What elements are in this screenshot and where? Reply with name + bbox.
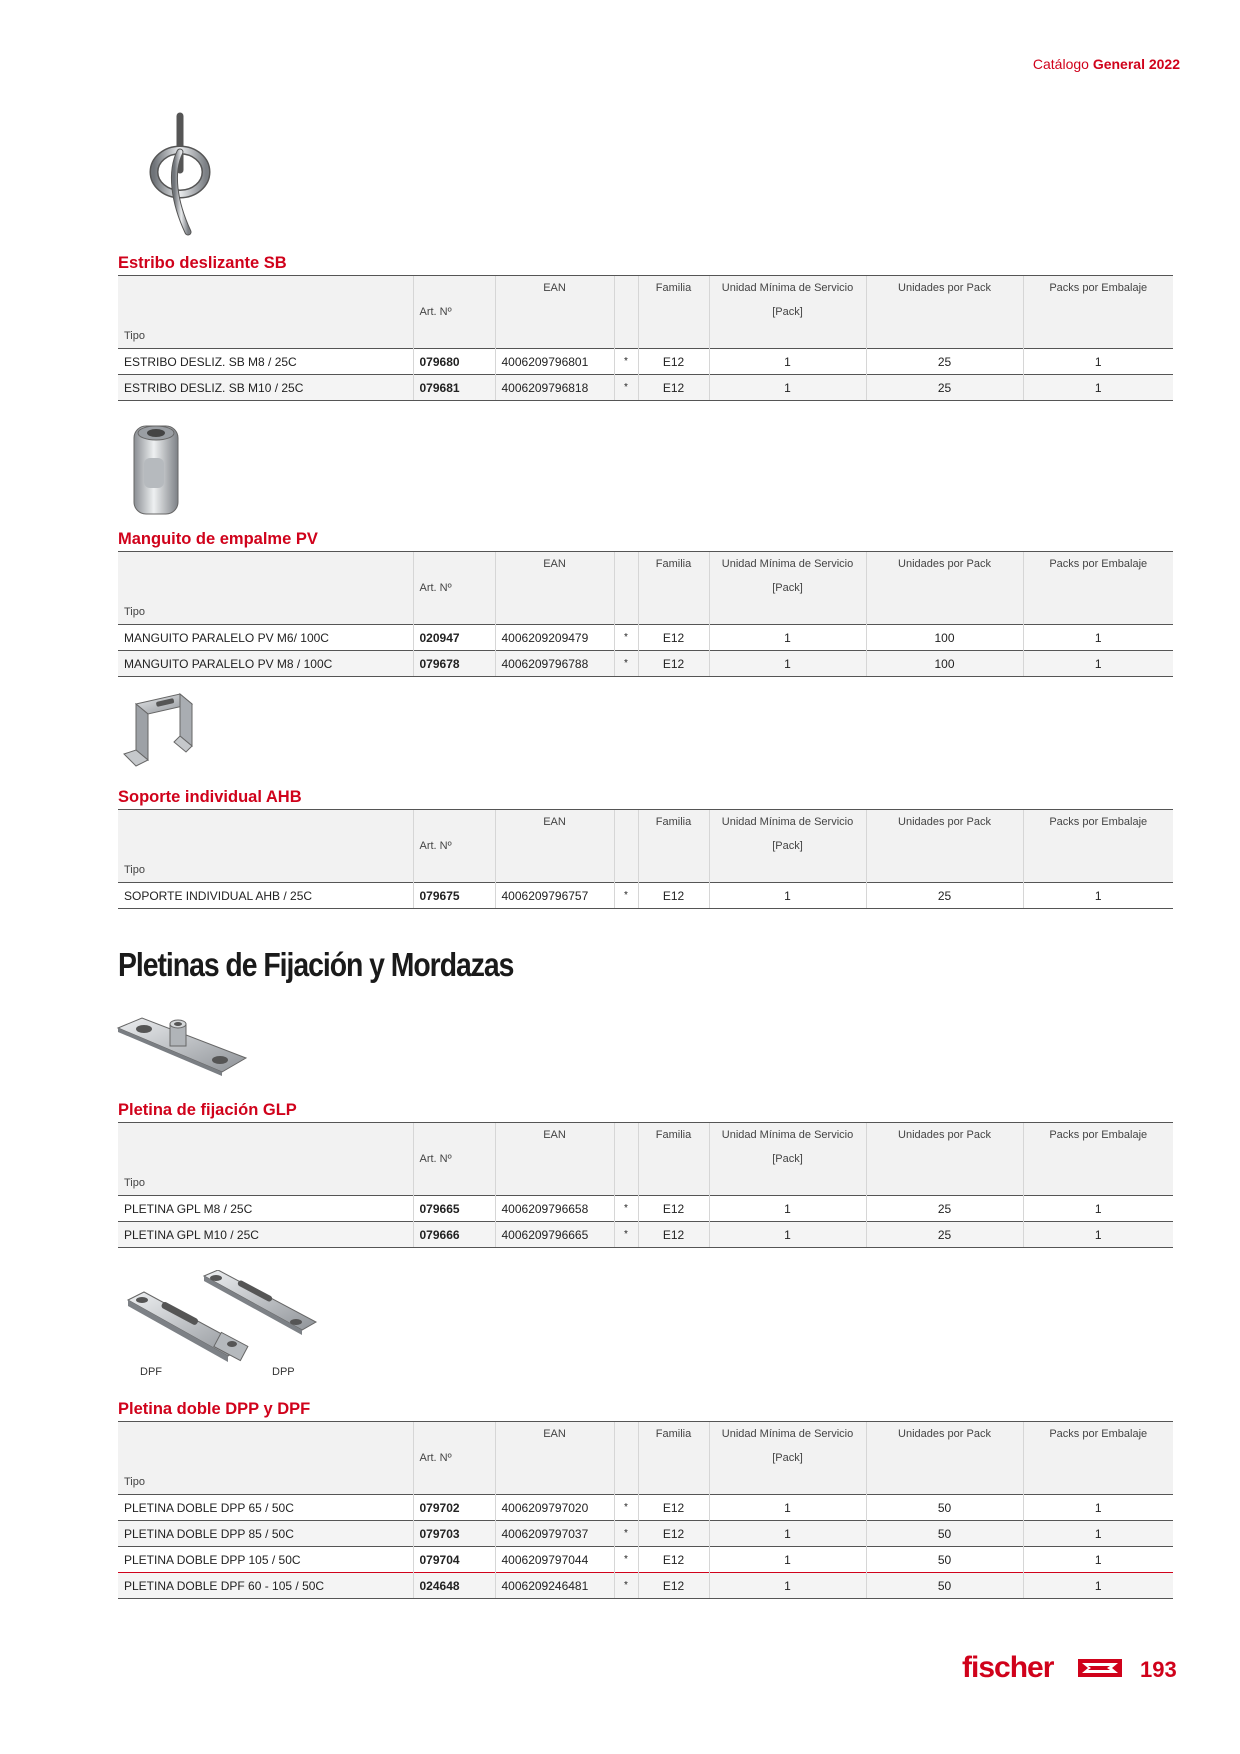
header-unidades-pack: Unidades por Pack (866, 1123, 1023, 1148)
header-familia: Familia (638, 552, 709, 577)
manguito-pv-image (128, 420, 188, 520)
header-unidades-pack: Unidades por Pack (866, 276, 1023, 301)
header-unidad-minima-sub: [Pack] (709, 1147, 866, 1171)
header-tipo: Tipo (118, 1171, 413, 1196)
spec-table-pletina-glp (118, 1122, 1173, 1248)
table-row: SOPORTE INDIVIDUAL AHB / 25C 079675 4006209796757 * E12 1 25 1 (118, 883, 1173, 909)
table-row: PLETINA DOBLE DPP 105 / 50C 079704 4006209797044 * E12 1 50 1 (118, 1547, 1173, 1573)
header-unidad-minima-sub: [Pack] (709, 576, 866, 600)
header-art: Art. Nº (413, 1147, 495, 1171)
catalog-header (1033, 56, 1180, 72)
header-tipo: Tipo (118, 858, 413, 883)
spec-table-pletina-doble (118, 1421, 1173, 1599)
header-tipo: Tipo (118, 1470, 413, 1495)
table-row: PLETINA DOBLE DPP 65 / 50C 079702 4006209797020 * E12 1 50 1 (118, 1495, 1173, 1521)
section-title-soporte-ahb: Soporte individual AHB (118, 788, 302, 806)
pletina-glp-image (114, 1010, 250, 1090)
estribo-sb-image (140, 112, 220, 238)
fischer-logo (962, 1650, 1130, 1684)
header-art: Art. Nº (413, 1446, 495, 1470)
fischer-emblem-icon (1078, 1659, 1122, 1677)
catalog-edition: General 2022 (1092, 56, 1180, 72)
caption-dpf: DPF (140, 1366, 162, 1378)
section-title-pletina-glp: Pletina de fijación GLP (118, 1101, 297, 1119)
spec-table-manguito-pv (118, 551, 1173, 677)
header-packs-embalaje: Packs por Embalaje (1023, 810, 1173, 835)
header-art: Art. Nº (413, 834, 495, 858)
table-row: PLETINA GPL M10 / 25C 079666 4006209796665 * E12 1 25 1 (118, 1222, 1173, 1248)
header-ean: EAN (495, 1123, 614, 1148)
header-unidad-minima-sub: [Pack] (709, 1446, 866, 1470)
caption-dpp: DPP (272, 1366, 295, 1378)
header-unidad-minima: Unidad Mínima de Servicio (709, 1422, 866, 1447)
header-unidad-minima: Unidad Mínima de Servicio (709, 276, 866, 301)
section-title-manguito-pv: Manguito de empalme PV (118, 530, 318, 548)
table-row: MANGUITO PARALELO PV M6/ 100C 020947 4006209209479 * E12 1 100 1 (118, 625, 1173, 651)
soporte-ahb-image (116, 690, 202, 776)
header-unidad-minima-sub: [Pack] (709, 300, 866, 324)
header-unidad-minima-sub: [Pack] (709, 834, 866, 858)
page-number: 193 (1140, 1657, 1177, 1682)
table-row: PLETINA DOBLE DPP 85 / 50C 079703 4006209797037 * E12 1 50 1 (118, 1521, 1173, 1547)
table-row: ESTRIBO DESLIZ. SB M10 / 25C 079681 4006209796818 * E12 1 25 1 (118, 375, 1173, 401)
header-unidad-minima: Unidad Mínima de Servicio (709, 552, 866, 577)
header-ean: EAN (495, 552, 614, 577)
header-familia: Familia (638, 810, 709, 835)
header-packs-embalaje: Packs por Embalaje (1023, 1422, 1173, 1447)
table-row: MANGUITO PARALELO PV M8 / 100C 079678 4006209796788 * E12 1 100 1 (118, 651, 1173, 677)
header-packs-embalaje: Packs por Embalaje (1023, 552, 1173, 577)
section-title-estribo-sb: Estribo deslizante SB (118, 254, 287, 272)
table-row: PLETINA DOBLE DPF 60 - 105 / 50C 024648 4006209246481 * E12 1 50 1 (118, 1573, 1173, 1599)
header-packs-embalaje: Packs por Embalaje (1023, 276, 1173, 301)
header-ean: EAN (495, 810, 614, 835)
pletina-dpp-dpf-image (120, 1270, 320, 1380)
section-title-pletina-doble: Pletina doble DPP y DPF (118, 1400, 311, 1418)
header-tipo: Tipo (118, 600, 413, 625)
header-art: Art. Nº (413, 300, 495, 324)
table-row: PLETINA GPL M8 / 25C 079665 4006209796658 * E12 1 25 1 (118, 1196, 1173, 1222)
header-unidades-pack: Unidades por Pack (866, 552, 1023, 577)
header-art: Art. Nº (413, 576, 495, 600)
table-row: ESTRIBO DESLIZ. SB M8 / 25C 079680 4006209796801 * E12 1 25 1 (118, 349, 1173, 375)
header-ean: EAN (495, 1422, 614, 1447)
header-familia: Familia (638, 276, 709, 301)
brand-wordmark: fischer (962, 1651, 1054, 1684)
header-unidad-minima: Unidad Mínima de Servicio (709, 810, 866, 835)
header-familia: Familia (638, 1123, 709, 1148)
header-tipo: Tipo (118, 324, 413, 349)
catalog-prefix: Catálogo (1032, 56, 1089, 72)
spec-table-soporte-ahb (118, 809, 1173, 909)
header-unidad-minima: Unidad Mínima de Servicio (709, 1123, 866, 1148)
spec-table-estribo-sb (118, 275, 1173, 401)
main-heading: Pletinas de Fijación y Mordazas (118, 946, 514, 983)
header-familia: Familia (638, 1422, 709, 1447)
header-unidades-pack: Unidades por Pack (866, 1422, 1023, 1447)
header-unidades-pack: Unidades por Pack (866, 810, 1023, 835)
header-ean: EAN (495, 276, 614, 301)
header-packs-embalaje: Packs por Embalaje (1023, 1123, 1173, 1148)
